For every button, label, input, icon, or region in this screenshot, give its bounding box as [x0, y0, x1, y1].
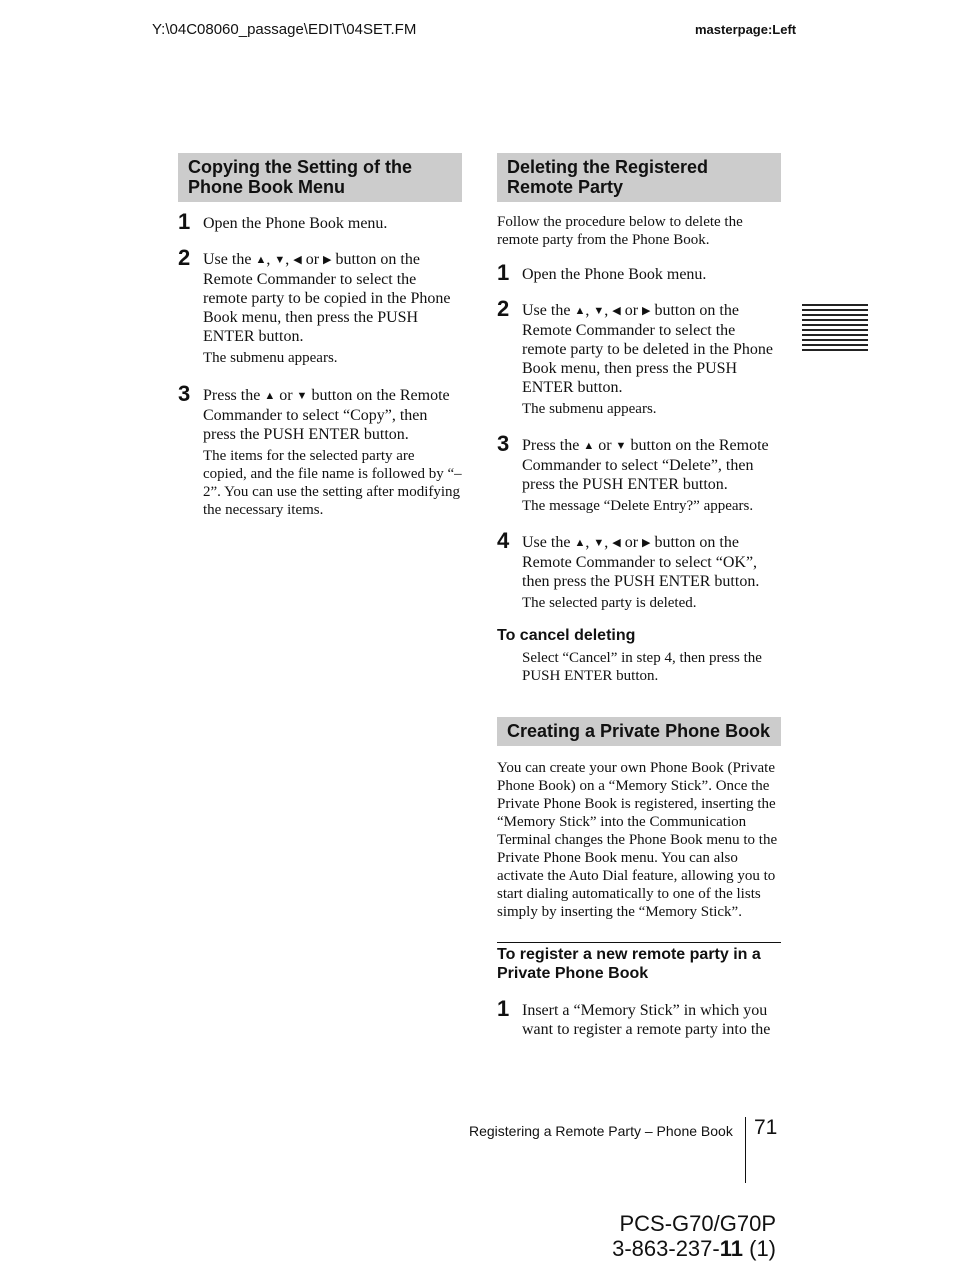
- right-arrow-icon: ▶: [323, 254, 332, 266]
- step-number: 2: [178, 245, 191, 270]
- step-number: 1: [497, 996, 510, 1021]
- step-note: The submenu appears.: [522, 401, 657, 417]
- cancel-deleting-text: Select “Cancel” in step 4, then press the PUSH ENTER button.: [522, 650, 762, 684]
- step-note: The items for the selected party are copied, and the file name is followed by “–2”. You can use the setting after modifying the necessary items.: [203, 448, 462, 518]
- up-arrow-icon: ▲: [574, 305, 586, 317]
- right-arrow-icon: ▶: [642, 537, 651, 549]
- delete-step-3: [497, 431, 781, 515]
- step-number: 2: [497, 296, 510, 321]
- section-tab-marker: [802, 304, 868, 354]
- model-number: [600, 1211, 776, 1261]
- step-number: 3: [497, 431, 510, 456]
- register-heading: To register a new remote party in a Private Phone Book: [497, 942, 781, 983]
- up-arrow-icon: ▲: [264, 390, 276, 402]
- step-text: Insert a “Memory Stick” in which you want to register a remote party into the: [522, 1002, 771, 1038]
- section-title-deleting: Deleting the Registered Remote Party: [497, 153, 781, 202]
- up-arrow-icon: ▲: [574, 537, 586, 549]
- model-line-2: 3-863-237-11 (1): [612, 1236, 776, 1261]
- page-number: 71: [754, 1116, 778, 1139]
- section-title-private-phone-book: Creating a Private Phone Book: [497, 717, 781, 746]
- left-arrow-icon: ◀: [293, 254, 302, 266]
- delete-step-4: [497, 528, 781, 612]
- step-number: 1: [178, 209, 191, 234]
- step-text: Press the ▲ or ▼ button on the Remote Commander to select “Delete”, then press the PUSH ENTER button.: [522, 437, 769, 493]
- masterpage-label: masterpage:Left: [695, 22, 797, 37]
- step-text: Press the ▲ or ▼ button on the Remote Commander to select “Copy”, then press the PUSH ENTER button.: [203, 387, 450, 443]
- copy-step-1: [178, 209, 462, 234]
- down-arrow-icon: ▼: [274, 254, 286, 266]
- step-number: 3: [178, 381, 191, 406]
- step-text: Use the ▲, ▼, ◀ or ▶ button on the Remote Commander to select “OK”, then press the PUSH ENTER button.: [522, 534, 760, 590]
- step-text: Open the Phone Book menu.: [203, 215, 388, 232]
- down-arrow-icon: ▼: [593, 305, 605, 317]
- right-column: [497, 153, 781, 1039]
- step-number: 1: [497, 260, 510, 285]
- register-step-1: [497, 996, 781, 1039]
- delete-intro: Follow the procedure below to delete the remote party from the Phone Book.: [497, 214, 743, 248]
- private-intro: You can create your own Phone Book (Private Phone Book) on a “Memory Stick”. Once the Private Phone Book is registered, inserting the “Memory Stick” into the Communication Terminal changes the Phone Book menu to the Private Phone Book menu. You can also activate the Auto Dial feature, allowing you to start dialing automatically to one of the lists simply by inserting the “Memory Stick”.: [497, 760, 778, 920]
- up-arrow-icon: ▲: [583, 440, 595, 452]
- up-arrow-icon: ▲: [255, 254, 267, 266]
- down-arrow-icon: ▼: [593, 537, 605, 549]
- step-number: 4: [497, 528, 510, 553]
- delete-step-2: [497, 296, 781, 418]
- step-note: The selected party is deleted.: [522, 595, 697, 611]
- model-line-1: PCS-G70/G70P: [619, 1211, 776, 1236]
- copy-step-2: [178, 245, 462, 367]
- right-arrow-icon: ▶: [642, 305, 651, 317]
- delete-step-1: [497, 260, 781, 285]
- footer-divider: [745, 1117, 746, 1183]
- down-arrow-icon: ▼: [615, 440, 627, 452]
- down-arrow-icon: ▼: [296, 390, 308, 402]
- step-text: Use the ▲, ▼, ◀ or ▶ button on the Remote Commander to select the remote party to be copied in the Phone Book menu, then press the PUSH ENTER button.: [203, 251, 451, 345]
- file-path: Y:\04C08060_passage\EDIT\04SET.FM: [152, 21, 417, 38]
- section-title-copying: Copying the Setting of the Phone Book Menu: [178, 153, 462, 202]
- step-note: The message “Delete Entry?” appears.: [522, 498, 754, 514]
- step-text: Use the ▲, ▼, ◀ or ▶ button on the Remote Commander to select the remote party to be deleted in the Phone Book menu, then press the PUSH ENTER button.: [522, 302, 774, 396]
- step-note: The submenu appears.: [203, 350, 338, 366]
- left-column: [178, 153, 462, 519]
- copy-step-3: [178, 381, 462, 519]
- left-arrow-icon: ◀: [612, 305, 621, 317]
- left-arrow-icon: ◀: [612, 537, 621, 549]
- cancel-deleting-heading: To cancel deleting: [497, 627, 636, 644]
- step-text: Open the Phone Book menu.: [522, 266, 707, 283]
- footer-section-title: Registering a Remote Party – Phone Book: [469, 1123, 733, 1139]
